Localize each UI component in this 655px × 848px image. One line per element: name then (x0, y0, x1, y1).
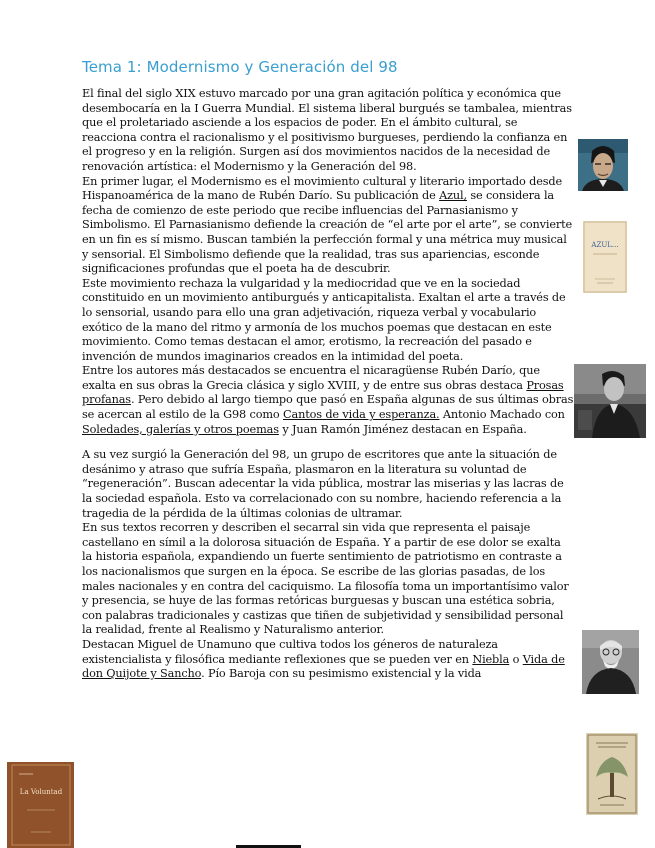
portrait-unamuno-image (582, 630, 639, 694)
text-run: y Juan Ramón Jiménez destacan en España. (278, 422, 527, 436)
text-run: . Pero debido al largo tiempo que pasó en España algunas de sus últimas obras se acercan al estilo de la G98 como (82, 393, 574, 422)
portrait-ruben-dario-image (578, 139, 628, 191)
paragraph-modernismo-authors (82, 364, 574, 437)
paragraph-generacion-98: A su vez surgió la Generación del 98, un grupo de escritores que ante la situación de desánimo y atraso que sufría España, plasmaron en la literatura su voluntad de “regeneración”. Buscan adecentar la vida pública, mostrar las miserias y las lacras de la sociedad española. Esto va correlacionado con su nombre, haciendo referencia a la tragedia de la pérdida de la últimas colonias de ultramar. (82, 448, 564, 520)
azul-book-cover-image (583, 221, 627, 293)
text-run: Destacan Miguel de Unamuno que cultiva todos los géneros de naturaleza existencialista y filosófica mediante reflexiones que se pueden ver en (82, 637, 498, 666)
text-run: En primer lugar, el Modernismo es el movimiento cultural y literario importado desde Hispanoamérica de la mano de Rubén Darío. Su publicación de (82, 174, 563, 203)
text-run: Antonio Machado con (439, 408, 565, 422)
book-title-vida-quijote: Vida de don Quijote y Sancho (82, 652, 565, 681)
book-title-soledades: Soledades, galerías y otros poemas (82, 422, 279, 436)
book-title-azul: Azul, (439, 189, 467, 203)
book-title-cantos: Cantos de vida y esperanza. (283, 408, 440, 422)
paragraph-modernismo-themes: Este movimiento rechaza la vulgaridad y la mediocridad que ve en la sociedad constituido en un movimiento antiburgués y anticapitalista. Exaltan el arte a través de lo sensorial, usando para ello una gran adjetivación, riqueza verbal y vocabulario exótico de la mano del ritmo y armonía de los muchos poemas que destacan en este movimiento. Como temas destacan el amor, erotismo, la recreación del pasado e invención de mundos imaginarios creados en la intimidad del poeta. (82, 276, 566, 363)
la-voluntad-cover-text: La Voluntad (19, 788, 63, 796)
paragraph-generacion-98-themes: En sus textos recorren y describen el secarral sin vida que representa el paisaje castellano en símil a la dolorosa situación de España. Y a partir de ese dolor se exalta la historia española, expandiendo un fuerte sentimiento de patriotismo en contraste a los nacionalismos que surgen en la época. Se escribe de las glorias pasadas, de los males nacionales y en contra del caciquismo. La filosofía toma un importantísimo valor y presencia, se huye de las formas retóricas burguesas y buscan una estética sobria, con palabras tradicionales y castizas que tiñen de subjetividad y sensibilidad personal la realidad, frente al Realismo y Naturalismo anterior. (82, 521, 569, 637)
la-voluntad-book-cover-image (7, 762, 74, 848)
book-title-niebla: Niebla (472, 652, 510, 666)
book-title-prosas-profanas: Prosas profanas (82, 378, 564, 407)
paragraph-intro: El final del siglo XIX estuvo marcado por una gran agitación política y económica que desembocaría en la I Guerra Mundial. El sistema liberal burgués se tambalea, mientras que el proletariado asciende a los espacios de poder. En el ámbito cultural, se reacciona contra el racionalismo y el positivismo burgueses, perdiendo la confianza en el progreso y en la religión. Surgen así dos movimientos nacidos de la necesidad de renovación artística: el Modernismo y la Generación del 98. (82, 87, 572, 173)
azul-cover-text: AZUL... (591, 241, 619, 249)
document-body (82, 87, 574, 682)
text-run: Entre los autores más destacados se encuentra el nicaragüense Rubén Darío, que exalta en sus obras la Grecia clásica y siglo XVIII, y de entre sus obras destaca (82, 364, 540, 392)
text-run: o (509, 652, 523, 666)
paragraph-generacion-98-authors (82, 638, 574, 682)
ruben-dario-photo-image (574, 364, 646, 438)
text-run: . Pío Baroja con su pesimismo existencial y la vida (201, 667, 482, 681)
text-run: se considera la fecha de comienzo de este periodo que recibe influencias del Parnasianismo y Simbolismo. El Parnasianismo defiende la creación de “el arte por el arte”, se convierte en un fin es sí mismo. Buscan también la perfección formal y una métrica muy musical y sensorial. El Simbolismo defiende que la realidad, tras sus apariencias, esconde significaciones profundas que el poeta ha de descubrir. (82, 189, 573, 276)
paragraph-modernismo (82, 175, 574, 277)
document-title: Tema 1: Modernismo y Generación del 98 (82, 58, 398, 76)
vida-quijote-book-cover-image (586, 733, 638, 815)
